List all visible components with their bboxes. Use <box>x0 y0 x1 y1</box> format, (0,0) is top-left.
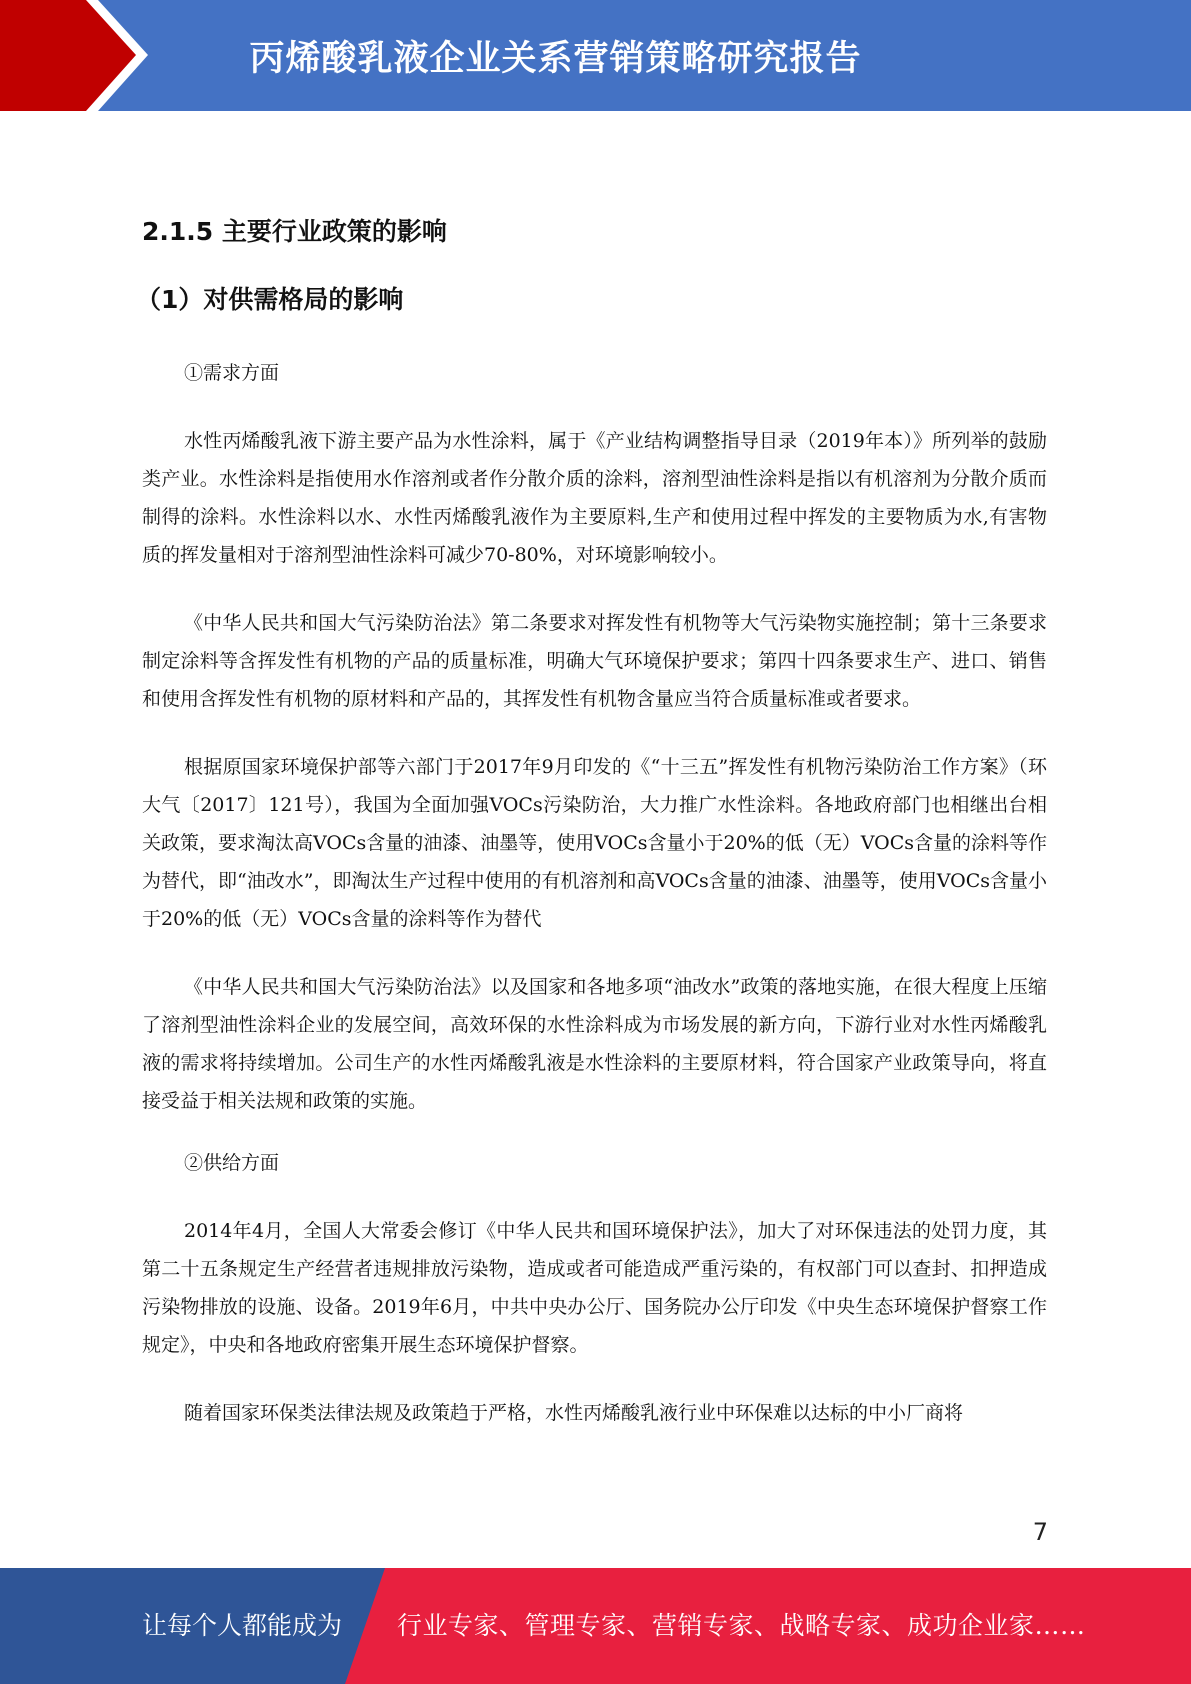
paragraph: 根据原国家环境保护部等六部门于2017年9月印发的《“十三五”挥发性有机物污染防治工作方案》（环大气〔2017〕121号），我国为全面加强VOCs污染防治，大力推广水性涂料。各地政府部门也相继出台相关政策，要求淘汰高VOCs含量的油漆、油墨等，使用VOCs含量小于20%的低（无）VOCs含量的涂料等作为替代，即“油改水”，即淘汰生产过程中使用的有机溶剂和高VOCs含量的油漆、油墨等，使用VOCs含量小于20%的低（无）VOCs含量的涂料等作为替代 <box>142 756 1047 930</box>
supply-label: ②供给方面 <box>184 1152 280 1174</box>
paragraph: 《中华人民共和国大气污染防治法》第二条要求对挥发性有机物等大气污染物实施控制；第十三条要求制定涂料等含挥发性有机物的产品的质量标准，明确大气环境保护要求；第四十四条要求生产、进口、销售和使用含挥发性有机物的原材料和产品的，其挥发性有机物含量应当符合质量标准或者要求。 <box>142 612 1047 710</box>
subsection-heading: （1）对供需格局的影响 <box>136 285 404 314</box>
document-body <box>136 190 1047 1432</box>
footer-slogan-left: 让每个人都能成为 <box>142 1611 343 1640</box>
footer-band <box>0 1568 1191 1684</box>
report-title: 丙烯酸乳液企业关系营销策略研究报告 <box>249 38 862 79</box>
section-heading: 2.1.5 主要行业政策的影响 <box>142 217 447 246</box>
page-number: 7 <box>1032 1518 1048 1546</box>
paragraph: 《中华人民共和国大气污染防治法》以及国家和各地多项“油改水”政策的落地实施，在很大程度上压缩了溶剂型油性涂料企业的发展空间，高效环保的水性涂料成为市场发展的新方向，下游行业对水性丙烯酸乳液的需求将持续增加。公司生产的水性丙烯酸乳液是水性涂料的主要原材料，符合国家产业政策导向，将直接受益于相关法规和政策的实施。 <box>142 976 1047 1112</box>
header-band <box>0 0 1191 111</box>
demand-label: ①需求方面 <box>184 362 280 384</box>
paragraph: 随着国家环保类法律法规及政策趋于严格，水性丙烯酸乳液行业中环保难以达标的中小厂商将 <box>184 1402 964 1424</box>
paragraph: 水性丙烯酸乳液下游主要产品为水性涂料，属于《产业结构调整指导目录（2019年本）》所列举的鼓励类产业。水性涂料是指使用水作溶剂或者作分散介质的涂料，溶剂型油性涂料是指以有机溶剂为分散介质而制得的涂料。水性涂料以水、水性丙烯酸乳液作为主要原料,生产和使用过程中挥发的主要物质为水,有害物质的挥发量相对于溶剂型油性涂料可减少70-80%，对环境影响较小。 <box>142 430 1047 566</box>
header-chevron-icon <box>0 0 160 111</box>
footer-slogan-right: 行业专家、管理专家、营销专家、战略专家、成功企业家…… <box>397 1611 1086 1640</box>
paragraph: 2014年4月，全国人大常委会修订《中华人民共和国环境保护法》，加大了对环保违法的处罚力度，其第二十五条规定生产经营者违规排放污染物，造成或者可能造成严重污染的，有权部门可以查封、扣押造成污染物排放的设施、设备。2019年6月，中共中央办公厅、国务院办公厅印发《中央生态环境保护督察工作规定》，中央和各地政府密集开展生态环境保护督察。 <box>142 1220 1047 1356</box>
